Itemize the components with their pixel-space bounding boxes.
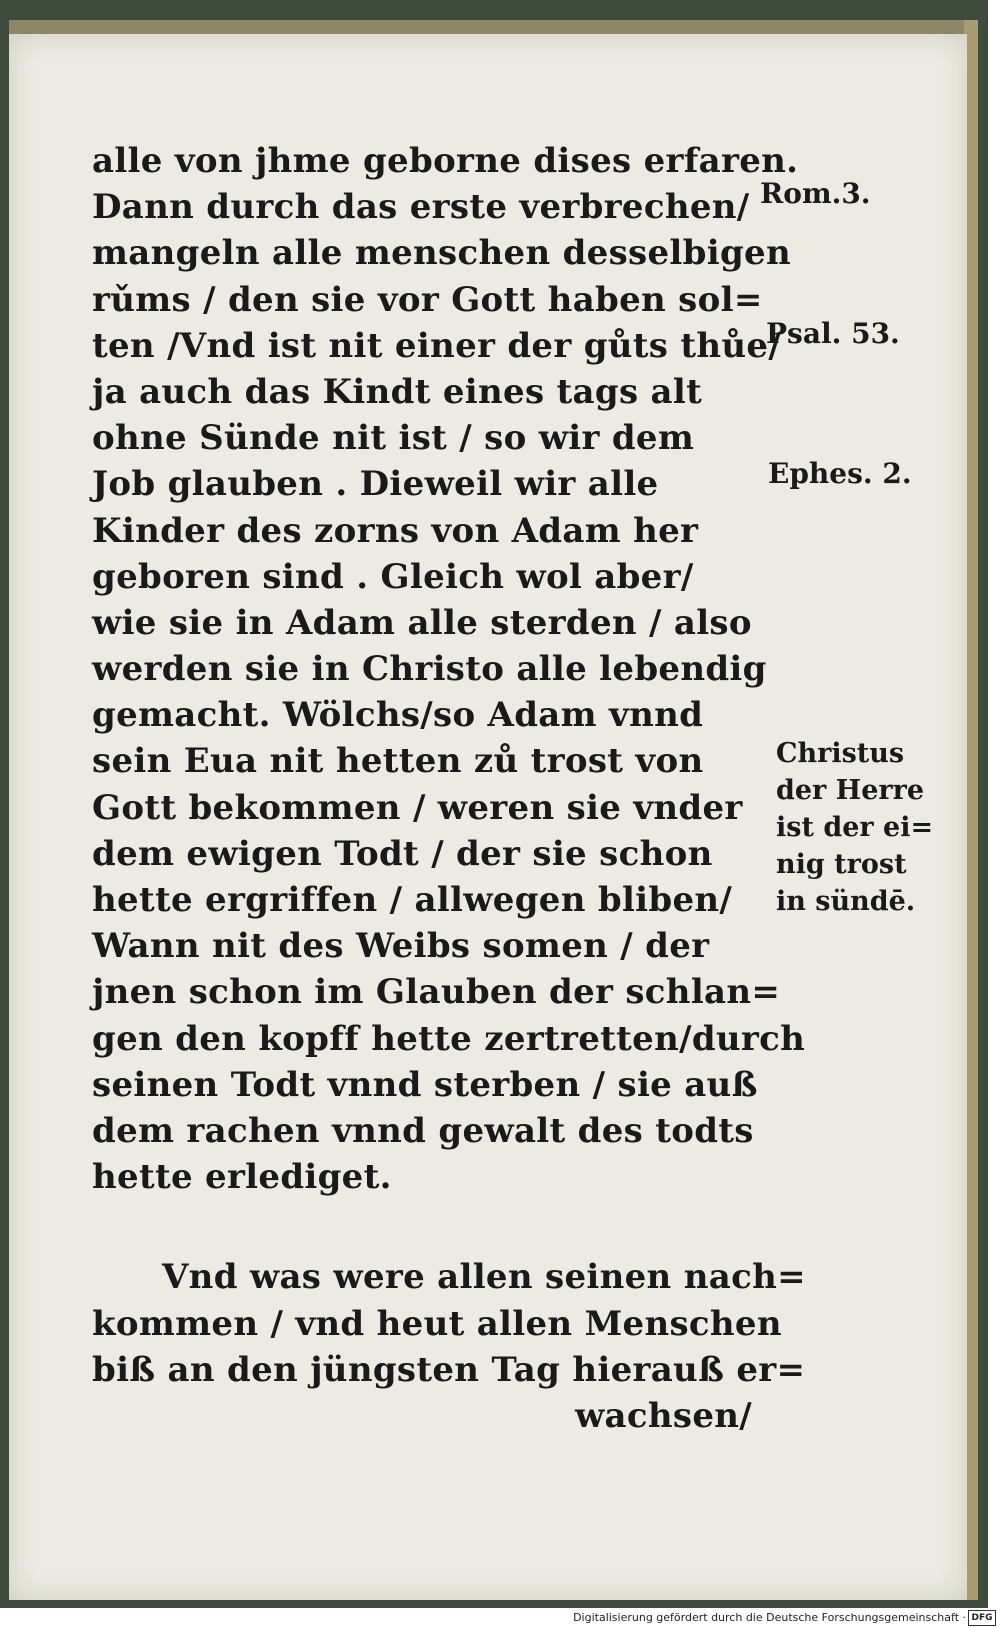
text-line: kommen / vnd heut allen Menschen — [92, 1303, 782, 1344]
gloss-line: in sündē. — [776, 886, 916, 917]
text-line: ten /Vnd ist nit einer der gůts thůe/ — [92, 325, 782, 366]
text-line: rǔms / den sie vor Gott haben sol= — [92, 279, 763, 320]
main-text-block — [92, 138, 806, 1439]
margin-gloss — [776, 735, 933, 920]
dfg-logo: DFG — [968, 1610, 996, 1626]
text-line: gen den kopff hette zertretten/durch — [92, 1018, 806, 1059]
margin-reference-ephes: Ephes. 2. — [768, 457, 912, 490]
text-line: seinen Todt vnnd sterben / sie auß — [92, 1064, 758, 1105]
catchword: wachsen/ — [574, 1395, 752, 1436]
text-line: Wann nit des Weibs somen / der — [92, 926, 710, 967]
text-line: Job glauben . Dieweil wir alle — [92, 464, 659, 505]
gloss-line: der Herre — [776, 775, 924, 806]
text-line: ohne Sünde nit ist / so wir dem — [92, 418, 695, 459]
text-line: biß an den jüngsten Tag hierauß er= — [92, 1349, 806, 1390]
margin-reference-rom: Rom.3. — [760, 177, 871, 210]
text-line: dem rachen vnnd gewalt des todts — [92, 1110, 754, 1151]
gloss-line: ist der ei= — [776, 812, 934, 843]
text-line: hette erlediget. — [92, 1157, 392, 1198]
text-line: Vnd was were allen seinen nach= — [162, 1257, 806, 1298]
margin-reference-psal: Psal. 53. — [766, 317, 900, 350]
text-line: dem ewigen Todt / der sie schon — [92, 833, 713, 874]
gloss-line: nig trost — [776, 849, 907, 880]
text-line: hette ergriffen / allwegen bliben/ — [92, 880, 733, 920]
text-line: sein Eua nit hetten zů trost von — [92, 741, 704, 782]
text-line: mangeln alle menschen desselbigen — [92, 233, 791, 274]
text-line: Kinder des zorns von Adam her — [92, 510, 699, 551]
text-line: alle von jhme geborne dises erfaren. — [92, 141, 799, 181]
paragraph-gap — [92, 1200, 752, 1254]
text-line: gemacht. Wölchs/so Adam vnnd — [92, 695, 704, 736]
gloss-line: Christus — [776, 738, 905, 769]
text-line: jnen schon im Glauben der schlan= — [92, 972, 781, 1013]
text-line: geboren sind . Gleich wol aber/ — [92, 556, 694, 597]
text-line: ja auch das Kindt eines tags alt — [92, 371, 703, 412]
digitization-credit: Digitalisierung gefördert durch die Deutsche Forschungsgemeinschaft · — [573, 1611, 966, 1624]
text-line: wie sie in Adam alle sterden / also — [92, 602, 752, 643]
text-line: werden sie in Christo alle lebendig — [92, 649, 767, 690]
text-line: Dann durch das erste verbrechen/ — [92, 187, 750, 228]
text-line: Gott bekommen / weren sie vnder — [92, 787, 743, 828]
